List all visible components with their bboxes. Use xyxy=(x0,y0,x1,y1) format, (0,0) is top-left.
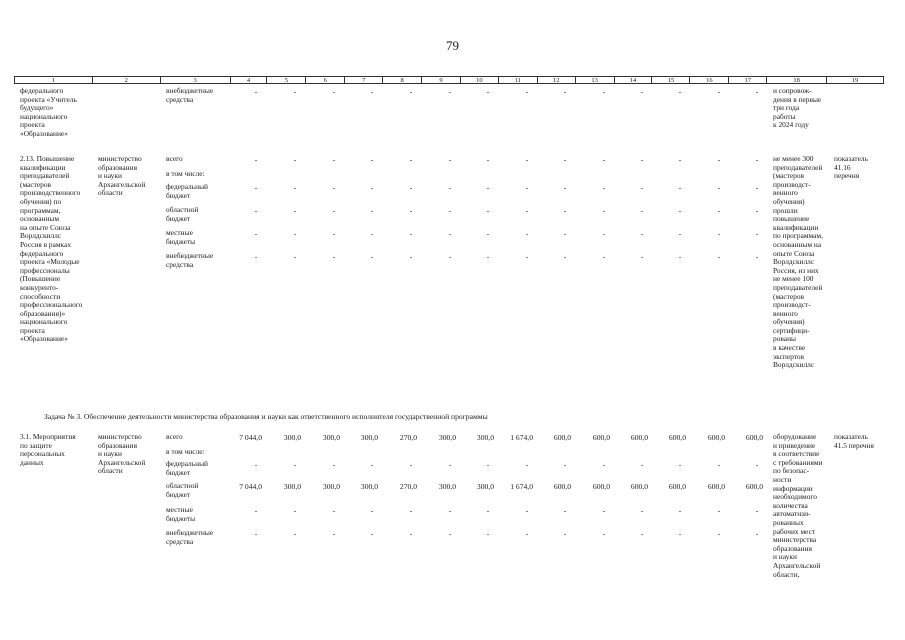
block2-row-3-col-16: - xyxy=(717,229,721,238)
block3-row-federal-col-5: - xyxy=(293,460,297,469)
block2-row-2-col-5: - xyxy=(293,206,297,215)
block3-source-0: всего xyxy=(166,432,183,441)
block3-source-2: федеральный бюджет xyxy=(166,459,208,477)
header-col-10: 10 xyxy=(461,77,499,83)
block3-row-offbudget-col-7: - xyxy=(370,529,374,538)
block3-row-offbudget-col-11: - xyxy=(525,529,529,538)
block3-row-regional-col-16: 600,0 xyxy=(707,482,725,491)
header-col-18: 18 xyxy=(767,77,827,83)
block2-row-1-col-10: - xyxy=(486,183,490,192)
block3-row-regional-col-14: 600,0 xyxy=(630,482,648,491)
block2-row-0-col-7: - xyxy=(370,155,374,164)
block3-row-total-col-15: 600,0 xyxy=(668,433,686,442)
block3-row-federal-col-15: - xyxy=(678,460,682,469)
block2-row-3-col-9: - xyxy=(448,229,452,238)
header-col-8: 8 xyxy=(383,77,422,83)
block1-row-offbudget-col-10: - xyxy=(486,87,490,96)
block1-row-offbudget-col-14: - xyxy=(640,87,644,96)
block3-source-1: в том числе: xyxy=(166,447,205,456)
block3-row-local-col-5: - xyxy=(293,506,297,515)
block3-row-total-col-4: 7 044,0 xyxy=(239,433,262,442)
header-col-11: 11 xyxy=(499,77,538,83)
block3-row-total-col-13: 600,0 xyxy=(592,433,610,442)
block3-row-local-col-9: - xyxy=(448,506,452,515)
block2-row-1-col-13: - xyxy=(602,183,606,192)
block2-source-5: внебюджетные средства xyxy=(166,251,214,269)
block2-name: 2.13. Повышение квалификации преподавателей (мастеров производственного обучения) по программам, основанным на опыте Союза Ворлдскиллс Россия в рамках федерального проекта «Молодые профессионалы (Повышение конкуренто- способности профессионального образования)» национального проекта «Образование» xyxy=(20,154,83,344)
block1-result: и сопровож- дения в первые три года работы к 2024 году xyxy=(773,86,822,130)
block1-row-offbudget-col-15: - xyxy=(678,87,682,96)
header-col-7: 7 xyxy=(345,77,383,83)
block2-row-3-col-13: - xyxy=(602,229,606,238)
block3-row-federal-col-17: - xyxy=(755,460,759,469)
block2-row-2-col-17: - xyxy=(755,206,759,215)
block3-row-local-col-16: - xyxy=(717,506,721,515)
block2-row-0-col-17: - xyxy=(755,155,759,164)
block3-result: оборудование и приведение в соответствие с требованиями по безопас- ности информации необходимого количества автоматизи- рованных рабочих мест министерства образования и науки Архангельской области, xyxy=(773,432,823,579)
block3-row-regional-col-7: 300,0 xyxy=(360,482,378,491)
block2-row-2-col-7: - xyxy=(370,206,374,215)
block3-row-total-col-16: 600,0 xyxy=(707,433,725,442)
page-number: 79 xyxy=(446,38,459,53)
block2-row-1-col-11: - xyxy=(525,183,529,192)
block2-row-2-col-16: - xyxy=(717,206,721,215)
block3-row-federal-col-16: - xyxy=(717,460,721,469)
block2-executor: министерство образования и науки Архангельской области xyxy=(98,154,146,198)
header-col-4: 4 xyxy=(231,77,268,83)
block2-row-4-col-12: - xyxy=(563,252,567,261)
block2-row-0-col-5: - xyxy=(293,155,297,164)
block2-row-1-col-14: - xyxy=(640,183,644,192)
block2-row-4-col-5: - xyxy=(293,252,297,261)
block2-row-1-col-9: - xyxy=(448,183,452,192)
block1-row-offbudget-col-7: - xyxy=(370,87,374,96)
block3-row-regional-col-15: 600,0 xyxy=(668,482,686,491)
block3-row-offbudget-col-8: - xyxy=(409,529,413,538)
block2-source-2: федеральный бюджет xyxy=(166,182,208,200)
block1-row-offbudget-col-8: - xyxy=(409,87,413,96)
block1-row-offbudget-col-13: - xyxy=(602,87,606,96)
block2-row-3-col-11: - xyxy=(525,229,529,238)
block1-row-offbudget-col-17: - xyxy=(755,87,759,96)
header-col-13: 13 xyxy=(576,77,615,83)
block3-row-federal-col-6: - xyxy=(332,460,336,469)
block2-row-0-col-8: - xyxy=(409,155,413,164)
block3-row-regional-col-9: 300,0 xyxy=(438,482,456,491)
block3-row-regional-col-8: 270,0 xyxy=(399,482,417,491)
block3-row-federal-col-11: - xyxy=(525,460,529,469)
block2-row-1-col-5: - xyxy=(293,183,297,192)
block2-row-1-col-6: - xyxy=(332,183,336,192)
block2-source-3: областной бюджет xyxy=(166,205,199,223)
block3-row-local-col-12: - xyxy=(563,506,567,515)
block3-row-local-col-6: - xyxy=(332,506,336,515)
block3-row-local-col-11: - xyxy=(525,506,529,515)
block2-row-4-col-15: - xyxy=(678,252,682,261)
block3-row-offbudget-col-10: - xyxy=(486,529,490,538)
block3-source-4: местные бюджеты xyxy=(166,505,196,523)
block2-row-4-col-9: - xyxy=(448,252,452,261)
block3-row-total-col-8: 270,0 xyxy=(399,433,417,442)
block2-row-2-col-6: - xyxy=(332,206,336,215)
header-col-14: 14 xyxy=(615,77,653,83)
block3-row-local-col-4: - xyxy=(254,506,258,515)
block3-row-regional-col-5: 300,0 xyxy=(283,482,301,491)
block2-row-1-col-7: - xyxy=(370,183,374,192)
header-col-19: 19 xyxy=(851,77,859,84)
block3-executor: министерство образования и науки Архангельской области xyxy=(98,432,146,476)
block1-row-offbudget-col-16: - xyxy=(717,87,721,96)
block2-result: не менее 300 преподавателей (мастеров производст- венного обучения) прошли повышение квалификации по программам, основанным на опыте Союза Ворлдскиллс Россия, из них не менее 100 преподавателей (мастеров производст- венного обучения) сертифици- рованы в качестве экспертов Ворлдскиллс xyxy=(773,154,823,370)
block1-row-offbudget-col-5: - xyxy=(293,87,297,96)
block1-row-offbudget-col-4: - xyxy=(254,87,258,96)
block3-row-federal-col-4: - xyxy=(254,460,258,469)
block2-row-0-col-16: - xyxy=(717,155,721,164)
block1-row-offbudget-col-11: - xyxy=(525,87,529,96)
block2-row-2-col-15: - xyxy=(678,206,682,215)
block3-row-offbudget-col-14: - xyxy=(640,529,644,538)
block2-row-3-col-17: - xyxy=(755,229,759,238)
block2-row-2-col-11: - xyxy=(525,206,529,215)
block1-source: внебюджетные средства xyxy=(166,86,214,104)
block2-row-2-col-13: - xyxy=(602,206,606,215)
block2-row-0-col-10: - xyxy=(486,155,490,164)
block2-row-3-col-5: - xyxy=(293,229,297,238)
block3-row-regional-col-13: 600,0 xyxy=(592,482,610,491)
block2-row-3-col-14: - xyxy=(640,229,644,238)
block2-row-3-col-12: - xyxy=(563,229,567,238)
block3-name: 3.1. Мероприятия по защите персональных данных xyxy=(20,432,76,467)
block2-row-4-col-6: - xyxy=(332,252,336,261)
block3-row-federal-col-8: - xyxy=(409,460,413,469)
block3-row-regional-col-17: 600,0 xyxy=(745,482,763,491)
table-header-row xyxy=(14,76,884,84)
block2-row-1-col-17: - xyxy=(755,183,759,192)
block3-row-regional-col-10: 300,0 xyxy=(476,482,494,491)
block2-row-3-col-15: - xyxy=(678,229,682,238)
header-col-6: 6 xyxy=(306,77,345,83)
block3-row-local-col-10: - xyxy=(486,506,490,515)
block3-row-local-col-15: - xyxy=(678,506,682,515)
block3-row-offbudget-col-12: - xyxy=(563,529,567,538)
header-col-2: 2 xyxy=(93,77,161,83)
block3-indicator: показатель 41.5 перечня xyxy=(834,432,874,450)
block3-row-offbudget-col-17: - xyxy=(755,529,759,538)
block2-row-0-col-15: - xyxy=(678,155,682,164)
block2-row-4-col-7: - xyxy=(370,252,374,261)
block3-row-total-col-17: 600,0 xyxy=(745,433,763,442)
block2-indicator: показатель 41.16 перечня xyxy=(834,154,868,181)
block3-row-offbudget-col-15: - xyxy=(678,529,682,538)
block2-row-1-col-12: - xyxy=(563,183,567,192)
block3-row-total-col-7: 300,0 xyxy=(360,433,378,442)
block2-row-2-col-4: - xyxy=(254,206,258,215)
block2-row-1-col-4: - xyxy=(254,183,258,192)
block2-row-2-col-10: - xyxy=(486,206,490,215)
block1-row-offbudget-col-9: - xyxy=(448,87,452,96)
block2-row-0-col-13: - xyxy=(602,155,606,164)
block3-row-regional-col-6: 300,0 xyxy=(322,482,340,491)
block2-row-0-col-12: - xyxy=(563,155,567,164)
block3-row-total-col-6: 300,0 xyxy=(322,433,340,442)
block2-row-4-col-10: - xyxy=(486,252,490,261)
block3-row-federal-col-10: - xyxy=(486,460,490,469)
block2-row-4-col-13: - xyxy=(602,252,606,261)
block2-row-3-col-6: - xyxy=(332,229,336,238)
block3-row-total-col-10: 300,0 xyxy=(476,433,494,442)
header-col-1: 1 xyxy=(15,77,93,83)
block1-row-offbudget-col-6: - xyxy=(332,87,336,96)
block3-row-local-col-8: - xyxy=(409,506,413,515)
block2-row-3-col-8: - xyxy=(409,229,413,238)
block3-row-offbudget-col-5: - xyxy=(293,529,297,538)
block3-row-federal-col-12: - xyxy=(563,460,567,469)
block1-name: федерального проекта «Учитель будущего» национального проекта «Образование» xyxy=(20,86,77,138)
block1-row-offbudget-col-12: - xyxy=(563,87,567,96)
block3-row-total-col-11: 1 674,0 xyxy=(510,433,533,442)
block2-row-3-col-4: - xyxy=(254,229,258,238)
block3-row-total-col-5: 300,0 xyxy=(283,433,301,442)
block2-row-2-col-12: - xyxy=(563,206,567,215)
block3-row-federal-col-14: - xyxy=(640,460,644,469)
block2-row-4-col-4: - xyxy=(254,252,258,261)
block3-row-local-col-7: - xyxy=(370,506,374,515)
block3-row-offbudget-col-9: - xyxy=(448,529,452,538)
block3-row-offbudget-col-13: - xyxy=(602,529,606,538)
block3-row-regional-col-12: 600,0 xyxy=(553,482,571,491)
block3-row-total-col-14: 600,0 xyxy=(630,433,648,442)
task-3-heading: Задача № 3. Обеспечение деятельности министерства образования и науки как ответственного исполнителя государственной программы xyxy=(44,412,488,421)
block2-row-3-col-10: - xyxy=(486,229,490,238)
block2-row-0-col-9: - xyxy=(448,155,452,164)
block3-row-regional-col-4: 7 044,0 xyxy=(239,482,262,491)
block3-source-3: областной бюджет xyxy=(166,481,199,499)
block2-row-4-col-11: - xyxy=(525,252,529,261)
block2-row-4-col-8: - xyxy=(409,252,413,261)
block2-row-1-col-16: - xyxy=(717,183,721,192)
block3-source-5: внебюджетные средства xyxy=(166,528,214,546)
block3-row-federal-col-9: - xyxy=(448,460,452,469)
block3-row-offbudget-col-16: - xyxy=(717,529,721,538)
block2-row-4-col-17: - xyxy=(755,252,759,261)
block2-row-3-col-7: - xyxy=(370,229,374,238)
header-col-17: 17 xyxy=(729,77,767,83)
block3-row-regional-col-11: 1 674,0 xyxy=(510,482,533,491)
block3-row-local-col-14: - xyxy=(640,506,644,515)
block3-row-offbudget-col-6: - xyxy=(332,529,336,538)
block3-row-federal-col-13: - xyxy=(602,460,606,469)
block3-row-local-col-17: - xyxy=(755,506,759,515)
block2-row-4-col-16: - xyxy=(717,252,721,261)
block2-row-2-col-14: - xyxy=(640,206,644,215)
block2-source-4: местные бюджеты xyxy=(166,228,196,246)
block2-row-1-col-8: - xyxy=(409,183,413,192)
header-col-12: 12 xyxy=(538,77,576,83)
block3-row-total-col-12: 600,0 xyxy=(553,433,571,442)
header-col-5: 5 xyxy=(267,77,306,83)
header-col-15: 15 xyxy=(652,77,690,83)
block3-row-total-col-9: 300,0 xyxy=(438,433,456,442)
block2-source-0: всего xyxy=(166,154,183,163)
block2-row-0-col-4: - xyxy=(254,155,258,164)
block3-row-federal-col-7: - xyxy=(370,460,374,469)
block2-row-2-col-9: - xyxy=(448,206,452,215)
header-col-3: 3 xyxy=(161,77,231,83)
block3-row-local-col-13: - xyxy=(602,506,606,515)
header-col-16: 16 xyxy=(690,77,729,83)
block2-row-0-col-11: - xyxy=(525,155,529,164)
block2-row-0-col-14: - xyxy=(640,155,644,164)
block2-row-4-col-14: - xyxy=(640,252,644,261)
block2-row-1-col-15: - xyxy=(678,183,682,192)
header-col-9: 9 xyxy=(422,77,461,83)
block2-row-0-col-6: - xyxy=(332,155,336,164)
block3-row-offbudget-col-4: - xyxy=(254,529,258,538)
block2-source-1: в том числе: xyxy=(166,169,205,178)
block2-row-2-col-8: - xyxy=(409,206,413,215)
